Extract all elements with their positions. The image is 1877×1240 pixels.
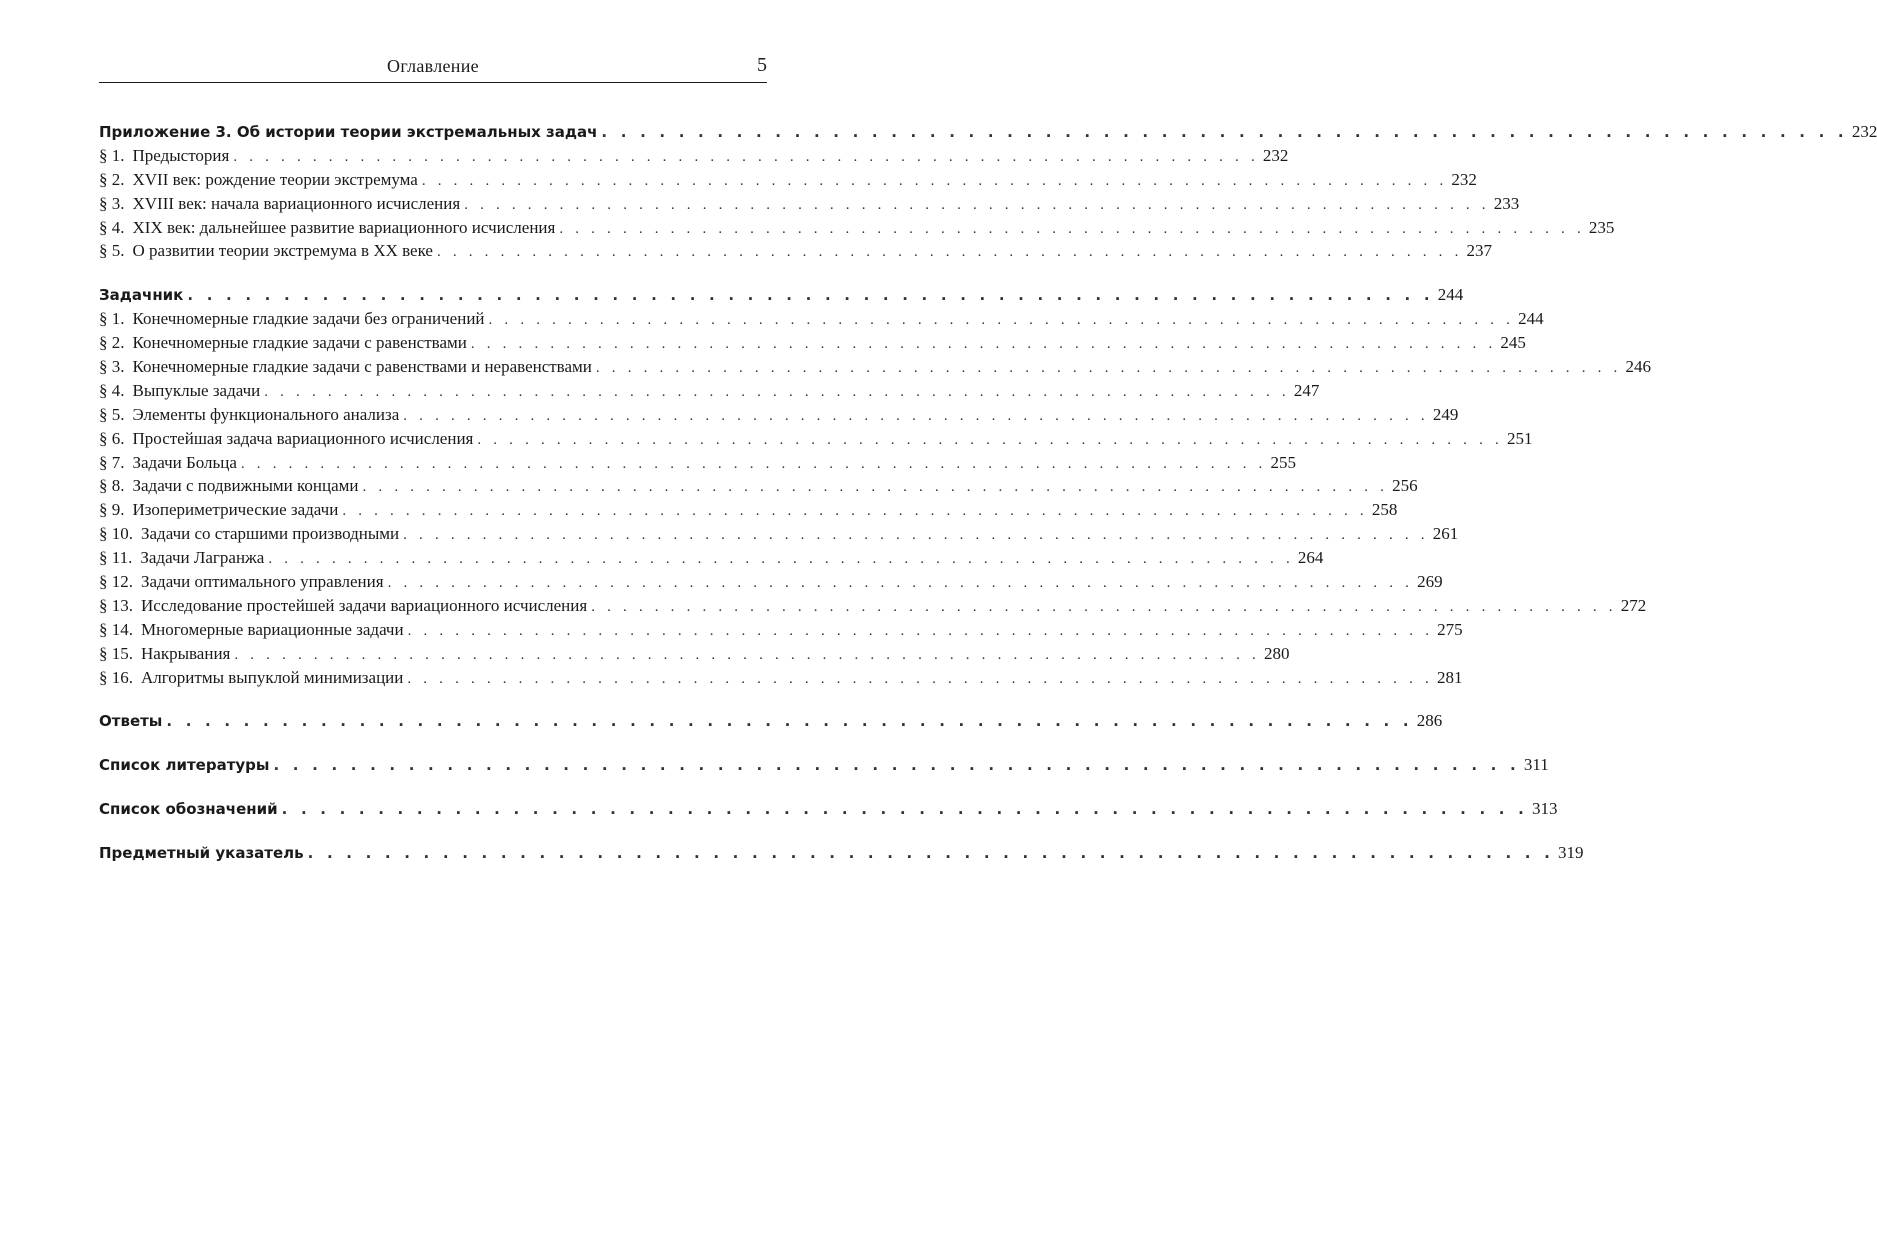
toc-leader: . . . . . . . . . . . . . . . . . . . . . . . . . . . . . . . . . . . . . . . . . . . . . . . . . . . . . . . . . . . . . . . . . [601,123,1848,141]
toc-entry-title: Конечномерные гладкие задачи без ограничений [132,309,485,329]
toc-leader: . . . . . . . . . . . . . . . . . . . . . . . . . . . . . . . . . . . . . . . . . . . . . . . . . . . . . . . . . . . . . . . . . [559,220,1585,237]
toc-entry[interactable] [99,331,1526,355]
toc-entry-number: § 8. [99,476,125,496]
toc-entry-title: Алгоритмы выпуклой минимизации [141,667,404,687]
toc-entry-number: § 7. [99,452,125,472]
toc-section-appendix-3 [99,120,1877,263]
toc-entry-page: 232 [1451,169,1477,189]
toc-entry-page: 246 [1625,357,1651,377]
toc-entry-title: Задачи Лагранжа [140,548,265,568]
toc-entry-page: 275 [1437,619,1463,639]
toc-entry-page: 280 [1263,643,1290,663]
toc-entry-bibliography[interactable] [99,753,1549,777]
toc-leader: . . . . . . . . . . . . . . . . . . . . . . . . . . . . . . . . . . . . . . . . . . . . . . . . . . . . . . . . . . . . . . . . . [187,286,1434,305]
toc-entry-page: 249 [1432,404,1459,424]
toc-entry-title: Предметный указатель [99,844,304,863]
toc-entry-number: § 16. [99,667,133,687]
toc-leader: . . . . . . . . . . . . . . . . . . . . . . . . . . . . . . . . . . . . . . . . . . . . . . . . . . . . . . . . . . . . . . . . . [403,407,1429,424]
toc-entry[interactable] [99,546,1324,570]
toc-entry-number: § 3. [99,193,125,213]
toc-entry-number: § 13. [99,595,133,615]
toc-leader: . . . . . . . . . . . . . . . . . . . . . . . . . . . . . . . . . . . . . . . . . . . . . . . . . . . . . . . . . . . . . . . . . [166,712,1413,731]
toc-entry-title: Список литературы [99,756,270,775]
toc-entry-title: Задачи оптимального управления [141,572,384,592]
toc-entry-number: § 12. [99,572,133,592]
toc-entry-title: XVIII век: начала вариационного исчисления [132,193,461,213]
toc-entry-title: Предыстория [132,145,230,165]
toc-entry-number: § 15. [99,643,133,663]
toc-entry[interactable] [99,192,1520,216]
toc-entry-number: § 1. [99,145,125,165]
toc-entry-title: Приложение 3. Об истории теории экстремальных задач [99,123,598,141]
toc-entry-title: Простейшая задача вариационного исчисления [132,428,474,448]
toc-leader: . . . . . . . . . . . . . . . . . . . . . . . . . . . . . . . . . . . . . . . . . . . . . . . . . . . . . . . . . . . . . . . . . [307,844,1555,863]
toc-entry-number: § 2. [99,333,125,353]
toc-entry-title: О развитии теории экстремума в XX веке [132,241,433,261]
toc-entry-page: 233 [1493,193,1520,213]
toc-section-bibliography [99,753,1549,777]
toc-entry-page: 319 [1558,843,1584,863]
toc-entry-number: § 10. [99,524,133,544]
toc-leader: . . . . . . . . . . . . . . . . . . . . . . . . . . . . . . . . . . . . . . . . . . . . . . . . . . . . . . . . . . . . . . . . . [477,431,1503,448]
header-rule [99,82,767,83]
toc-entry-page: 232 [1262,145,1289,165]
toc-leader: . . . . . . . . . . . . . . . . . . . . . . . . . . . . . . . . . . . . . . . . . . . . . . . . . . . . . . . . . . . . . . . . . [421,172,1448,189]
toc-entry-title: Задачи Больца [132,452,237,472]
toc-leader: . . . . . . . . . . . . . . . . . . . . . . . . . . . . . . . . . . . . . . . . . . . . . . . . . . . . . . . . . . . . . . . . . [464,196,1490,213]
toc-entry-title: Конечномерные гладкие задачи с равенствами [132,333,467,353]
toc-entry-page: 235 [1588,217,1615,237]
toc-entry-title: Выпуклые задачи [132,380,261,400]
toc-entry-answers[interactable] [99,709,1443,733]
toc-entry[interactable] [99,666,1463,690]
toc-entry-index[interactable] [99,841,1584,865]
toc-entry-title: XIX век: дальнейшее развитие вариационного исчисления [132,217,556,237]
toc-leader: . . . . . . . . . . . . . . . . . . . . . . . . . . . . . . . . . . . . . . . . . . . . . . . . . . . . . . . . . . . . . . . . . [407,670,1433,687]
toc-entry[interactable] [99,379,1320,403]
toc-entry[interactable] [99,522,1459,546]
toc-entry[interactable] [99,474,1418,498]
toc-entry-title: Задачи со старшими производными [141,524,400,544]
toc-entry-number: § 1. [99,309,125,329]
toc-entry-title: Задачник [99,286,184,305]
toc-entry-page: 311 [1523,755,1549,775]
toc-entry-number: § 2. [99,169,125,189]
toc-entry-title: Ответы [99,712,163,731]
toc-entry[interactable] [99,144,1289,168]
toc-entry[interactable] [99,239,1493,263]
toc-entry-problems[interactable] [99,283,1464,307]
toc-leader: . . . . . . . . . . . . . . . . . . . . . . . . . . . . . . . . . . . . . . . . . . . . . . . . . . . . . . . . . . . . . . . . . [595,360,1622,377]
toc-leader: . . . . . . . . . . . . . . . . . . . . . . . . . . . . . . . . . . . . . . . . . . . . . . . . . . . . . . . . . . . . . . . . . [387,575,1414,592]
toc-entry-title: Задачи с подвижными концами [132,476,359,496]
toc-entry-number: § 11. [99,548,133,568]
toc-entry-page: 232 [1851,122,1877,141]
toc-entry-title: XVII век: рождение теории экстремума [132,169,418,189]
header-title: Оглавление [387,56,479,76]
toc-entry-title: Накрывания [141,643,231,663]
toc-entry-number: § 4. [99,217,125,237]
toc-entry-number: § 14. [99,619,133,639]
toc-entry-page: 244 [1518,309,1544,329]
toc-entry-page: 281 [1436,667,1463,687]
toc-leader: . . . . . . . . . . . . . . . . . . . . . . . . . . . . . . . . . . . . . . . . . . . . . . . . . . . . . . . . . . . . . . . . . [342,503,1368,520]
toc-entry-page: 286 [1416,711,1443,731]
toc-entry[interactable] [99,216,1615,240]
toc-leader: . . . . . . . . . . . . . . . . . . . . . . . . . . . . . . . . . . . . . . . . . . . . . . . . . . . . . . . . . . . . . . . . . [268,551,1294,568]
toc-entry[interactable] [99,355,1651,379]
toc-leader: . . . . . . . . . . . . . . . . . . . . . . . . . . . . . . . . . . . . . . . . . . . . . . . . . . . . . . . . . . . . . . . . . [264,383,1290,400]
toc-section-problems [99,283,1651,689]
toc-entry-number: § 5. [99,404,125,424]
toc-entry-page: 272 [1620,595,1647,615]
toc-entry[interactable] [99,618,1463,642]
toc-entry[interactable] [99,570,1443,594]
toc-section-answers [99,709,1443,733]
table-of-contents [99,120,1877,885]
toc-entry-page: 244 [1437,285,1464,305]
toc-entry-title: Список обозначений [99,800,278,819]
toc-entry-title: Исследование простейшей задачи вариационного исчисления [141,595,588,615]
toc-entry-page: 251 [1506,428,1533,448]
toc-entry[interactable] [99,168,1477,192]
toc-entry-page: 264 [1297,548,1324,568]
toc-entry-appendix-3[interactable] [99,120,1877,144]
toc-entry-page: 256 [1392,476,1418,496]
toc-entry-page: 313 [1532,799,1558,819]
toc-entry-page: 258 [1371,500,1398,520]
toc-leader: . . . . . . . . . . . . . . . . . . . . . . . . . . . . . . . . . . . . . . . . . . . . . . . . . . . . . . . . . . . . . . . . . [591,598,1617,615]
toc-entry-title: Конечномерные гладкие задачи с равенствами и неравенствами [132,357,592,377]
toc-entry-number: § 9. [99,500,125,520]
toc-entry-page: 255 [1270,452,1296,472]
toc-entry[interactable] [99,403,1459,427]
toc-entry[interactable] [99,498,1398,522]
toc-leader: . . . . . . . . . . . . . . . . . . . . . . . . . . . . . . . . . . . . . . . . . . . . . . . . . . . . . . . . . . . . . . . . . [488,312,1515,329]
toc-entry-number: § 5. [99,241,125,261]
toc-entry[interactable] [99,642,1290,666]
toc-leader: . . . . . . . . . . . . . . . . . . . . . . . . . . . . . . . . . . . . . . . . . . . . . . . . . . . . . . . . . . . . . . . . . [273,756,1520,775]
toc-entry[interactable] [99,451,1296,475]
header-page-number: 5 [757,54,767,76]
toc-leader: . . . . . . . . . . . . . . . . . . . . . . . . . . . . . . . . . . . . . . . . . . . . . . . . . . . . . . . . . . . . . . . . . [403,527,1429,544]
toc-entry-title: Элементы функционального анализа [132,404,400,424]
toc-leader: . . . . . . . . . . . . . . . . . . . . . . . . . . . . . . . . . . . . . . . . . . . . . . . . . . . . . . . . . . . . . . . . . [281,800,1529,819]
toc-entry-notation[interactable] [99,797,1558,821]
toc-leader: . . . . . . . . . . . . . . . . . . . . . . . . . . . . . . . . . . . . . . . . . . . . . . . . . . . . . . . . . . . . . . . . . [436,244,1463,261]
toc-entry-number: § 4. [99,380,125,400]
toc-entry-number: § 3. [99,357,125,377]
toc-leader: . . . . . . . . . . . . . . . . . . . . . . . . . . . . . . . . . . . . . . . . . . . . . . . . . . . . . . . . . . . . . . . . . [240,455,1267,472]
toc-section-notation [99,797,1558,821]
toc-entry[interactable] [99,427,1533,451]
toc-entry-title: Изопериметрические задачи [132,500,339,520]
toc-leader: . . . . . . . . . . . . . . . . . . . . . . . . . . . . . . . . . . . . . . . . . . . . . . . . . . . . . . . . . . . . . . . . . [407,622,1434,639]
toc-leader: . . . . . . . . . . . . . . . . . . . . . . . . . . . . . . . . . . . . . . . . . . . . . . . . . . . . . . . . . . . . . . . . . [233,148,1259,165]
toc-entry[interactable] [99,307,1544,331]
toc-leader: . . . . . . . . . . . . . . . . . . . . . . . . . . . . . . . . . . . . . . . . . . . . . . . . . . . . . . . . . . . . . . . . . [234,646,1260,663]
toc-leader: . . . . . . . . . . . . . . . . . . . . . . . . . . . . . . . . . . . . . . . . . . . . . . . . . . . . . . . . . . . . . . . . . [362,479,1389,496]
toc-section-index [99,841,1584,865]
toc-entry-page: 269 [1417,572,1443,592]
toc-leader: . . . . . . . . . . . . . . . . . . . . . . . . . . . . . . . . . . . . . . . . . . . . . . . . . . . . . . . . . . . . . . . . . [470,336,1497,353]
toc-entry[interactable] [99,594,1647,618]
running-header [99,56,767,82]
toc-entry-page: 245 [1500,333,1526,353]
toc-entry-page: 237 [1466,241,1493,261]
toc-entry-page: 261 [1432,524,1459,544]
toc-entry-number: § 6. [99,428,125,448]
toc-entry-page: 247 [1293,380,1320,400]
toc-entry-title: Многомерные вариационные задачи [141,619,404,639]
